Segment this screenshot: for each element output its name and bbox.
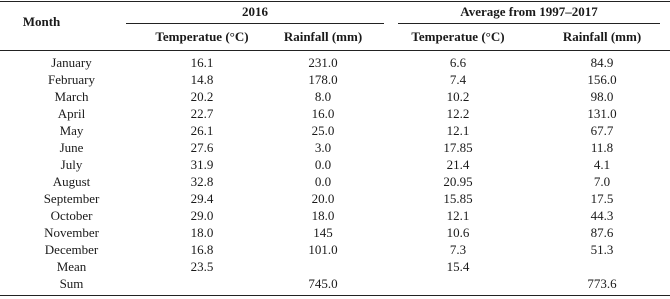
temperature-2016-cell: 31.9 <box>190 157 214 172</box>
rainfall-2016-header: Rainfall (mm) <box>283 29 363 44</box>
month-cell: April <box>57 106 86 121</box>
rainfall-average-cell: 98.0 <box>590 89 614 104</box>
temperature-2016-cell: 32.8 <box>190 174 214 189</box>
temperature-average-cell: 12.1 <box>446 208 470 223</box>
rainfall-2016-cell: 178.0 <box>308 72 338 87</box>
table-row <box>0 71 670 88</box>
table-row <box>0 190 670 207</box>
table-row <box>0 105 670 122</box>
rainfall-2016-cell: 145 <box>313 225 333 240</box>
temperature-average-cell: 12.1 <box>446 123 470 138</box>
month-cell: February <box>48 72 95 87</box>
rainfall-2016-cell: 3.0 <box>314 140 332 155</box>
month-cell: March <box>54 89 89 104</box>
rainfall-2016-cell: 0.0 <box>314 174 332 189</box>
month-cell: January <box>51 55 92 70</box>
group-2016-rule <box>126 23 384 24</box>
rainfall-average-cell: 51.3 <box>590 242 614 257</box>
rainfall-average-cell: 67.7 <box>590 123 614 138</box>
rainfall-2016-cell: 20.0 <box>311 191 335 206</box>
temperature-2016-cell: 22.7 <box>190 106 214 121</box>
rainfall-average-cell: 7.0 <box>593 174 611 189</box>
group-average-header: Average from 1997–2017 <box>460 4 598 19</box>
rainfall-average-cell: 84.9 <box>590 55 614 70</box>
temperature-average-cell: 6.6 <box>449 55 467 70</box>
table-row <box>0 139 670 156</box>
month-cell: September <box>43 191 100 206</box>
month-cell: Mean <box>56 259 87 274</box>
month-cell: October <box>50 208 93 223</box>
temperature-average-cell: 12.2 <box>446 106 470 121</box>
rainfall-2016-cell: 25.0 <box>311 123 335 138</box>
temperature-2016-cell: 18.0 <box>190 225 214 240</box>
temperature-2016-cell: 29.4 <box>190 191 214 206</box>
table-row <box>0 54 670 71</box>
month-cell: November <box>44 225 99 240</box>
temperature-2016-cell: 27.6 <box>190 140 214 155</box>
table-row <box>0 224 670 241</box>
rainfall-2016-cell: 18.0 <box>311 208 335 223</box>
month-cell: June <box>59 140 84 155</box>
rainfall-2016-cell: 8.0 <box>314 89 332 104</box>
temperature-2016-cell: 23.5 <box>190 259 214 274</box>
temperature-2016-cell: 20.2 <box>190 89 214 104</box>
temperature-average-cell: 21.4 <box>446 157 470 172</box>
table-row <box>0 258 670 275</box>
temperature-2016-cell: 26.1 <box>190 123 214 138</box>
rainfall-average-cell: 17.5 <box>590 191 614 206</box>
rainfall-2016-cell: 16.0 <box>311 106 335 121</box>
table-row <box>0 173 670 190</box>
rainfall-average-cell: 44.3 <box>590 208 614 223</box>
rainfall-average-cell: 773.6 <box>587 276 617 291</box>
temperature-average-cell: 20.95 <box>443 174 473 189</box>
month-cell: May <box>59 123 84 138</box>
table-row <box>0 156 670 173</box>
header-rule <box>0 50 670 51</box>
temperature-2016-cell: 29.0 <box>190 208 214 223</box>
temperature-average-cell: 7.3 <box>449 242 467 257</box>
temperature-average-cell: 10.2 <box>446 89 470 104</box>
rainfall-average-cell: 87.6 <box>590 225 614 240</box>
temperature-average-cell: 7.4 <box>449 72 467 87</box>
table-row <box>0 275 670 292</box>
month-cell: December <box>44 242 99 257</box>
rainfall-2016-cell: 231.0 <box>308 55 338 70</box>
temperature-2016-cell: 16.1 <box>190 55 214 70</box>
table-row <box>0 207 670 224</box>
rainfall-2016-cell: 745.0 <box>308 276 338 291</box>
month-header: Month <box>22 14 61 29</box>
group-2016-header: 2016 <box>242 4 268 19</box>
month-cell: August <box>52 174 91 189</box>
temperature-average-cell: 15.4 <box>446 259 470 274</box>
table-row <box>0 122 670 139</box>
temperature-average-header: Temperatue (°C) <box>411 29 505 44</box>
month-cell: Sum <box>59 276 84 291</box>
rainfall-average-cell: 11.8 <box>590 140 614 155</box>
temperature-average-cell: 17.85 <box>443 140 473 155</box>
temperature-average-cell: 15.85 <box>443 191 473 206</box>
temperature-average-cell: 10.6 <box>446 225 470 240</box>
temperature-2016-header: Temperatue (°C) <box>155 29 249 44</box>
table-row <box>0 241 670 258</box>
rainfall-average-header: Rainfall (mm) <box>562 29 642 44</box>
temperature-2016-cell: 14.8 <box>190 72 214 87</box>
top-rule <box>0 1 670 2</box>
rainfall-average-cell: 131.0 <box>587 106 617 121</box>
month-cell: July <box>60 157 83 172</box>
rainfall-2016-cell: 101.0 <box>308 242 338 257</box>
rainfall-average-cell: 156.0 <box>587 72 617 87</box>
group-average-rule <box>398 23 660 24</box>
bottom-rule <box>0 295 670 296</box>
table-row <box>0 88 670 105</box>
rainfall-2016-cell: 0.0 <box>314 157 332 172</box>
rainfall-average-cell: 4.1 <box>593 157 611 172</box>
temperature-2016-cell: 16.8 <box>190 242 214 257</box>
